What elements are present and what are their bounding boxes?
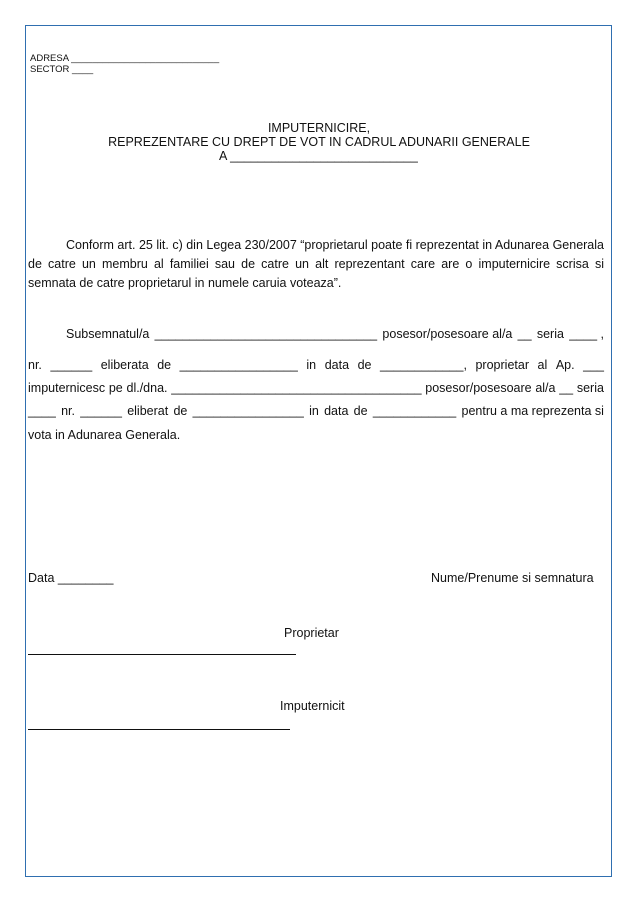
form-token: ____ <box>28 404 56 418</box>
form-token: imputernicesc <box>28 381 106 395</box>
form-token: de <box>353 404 368 418</box>
form-token: seria <box>576 381 604 395</box>
form-token: _________________ <box>179 358 298 372</box>
form-token: al <box>537 358 548 372</box>
form-row-5: vota in Adunarea Generala. <box>28 428 181 442</box>
form-token: dl./dna. <box>126 381 168 395</box>
title-line-3: A ___________________________ <box>219 149 418 163</box>
form-token: __ <box>517 327 532 341</box>
date-label: Data ________ <box>28 571 114 585</box>
form-token: de <box>157 358 172 372</box>
form-token: Subsemnatul/a <box>66 327 150 341</box>
form-token: ____________ <box>372 404 457 418</box>
form-token: eliberat <box>127 404 169 418</box>
form-row-1 <box>66 327 604 341</box>
owner-signature-line <box>28 654 296 655</box>
signature-label: Nume/Prenume si semnatura <box>431 571 594 585</box>
form-row-4 <box>28 404 604 418</box>
form-token: ______ <box>80 404 122 418</box>
form-token: nr. <box>61 404 75 418</box>
form-row-3 <box>28 381 604 395</box>
form-token: Ap. <box>555 358 575 372</box>
form-token: __ <box>559 381 574 395</box>
form-token: ___ <box>583 358 604 372</box>
form-token: in <box>306 358 317 372</box>
form-token: seria <box>536 327 564 341</box>
form-token: ________________________________ <box>154 327 378 341</box>
form-token: data <box>324 404 349 418</box>
form-token: posesor/posesoare <box>425 381 532 395</box>
form-token: ________________ <box>192 404 304 418</box>
form-token: de <box>173 404 188 418</box>
form-token: ______ <box>50 358 93 372</box>
legal-paragraph: Conform art. 25 lit. c) din Legea 230/2007 “proprietarul poate fi reprezentat in Adunarea Generala de catre un membru al familiei sau de catre un alt reprezentant care are o imputernicire scrisa si semnata de catre proprietarul in numele caruia voteaza”. <box>28 238 604 290</box>
title-line-2: REPREZENTARE CU DREPT DE VOT IN CADRUL ADUNARII GENERALE <box>108 135 530 149</box>
form-token: posesor/posesoare al/a <box>382 327 513 341</box>
delegate-label: Imputernicit <box>280 699 345 713</box>
form-token: pentru a ma reprezenta si <box>461 404 604 418</box>
form-token: ____________, <box>380 358 467 372</box>
form-token: proprietar <box>475 358 529 372</box>
title-line-1: IMPUTERNICIRE, <box>267 121 371 135</box>
form-token: nr. <box>28 358 42 372</box>
address-line: ADRESA ____________________________ <box>30 53 220 64</box>
delegate-signature-line <box>28 729 290 730</box>
form-token: pe <box>108 381 123 395</box>
form-token: ____ , <box>569 327 604 341</box>
form-token: eliberata <box>100 358 149 372</box>
form-token: data <box>324 358 350 372</box>
form-token: de <box>357 358 372 372</box>
form-row-2 <box>28 358 604 372</box>
form-token: ____________________________________ <box>171 381 422 395</box>
sector-line: SECTOR ____ <box>30 64 94 75</box>
form-token: al/a <box>535 381 556 395</box>
form-token: in <box>309 404 319 418</box>
owner-label: Proprietar <box>284 626 339 640</box>
